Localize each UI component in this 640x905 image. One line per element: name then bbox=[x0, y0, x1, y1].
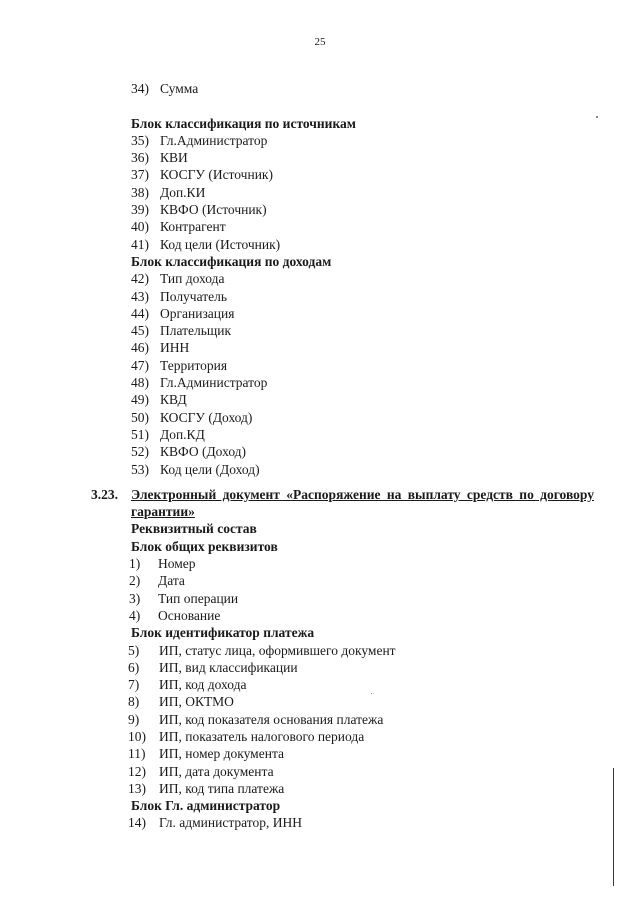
item-text: КОСГУ (Источник) bbox=[160, 167, 273, 183]
heading-row bbox=[0, 253, 640, 270]
list-common bbox=[0, 555, 640, 624]
item-text: ИП, код типа платежа bbox=[159, 780, 285, 796]
item-number: 38) bbox=[131, 184, 149, 200]
section-header bbox=[0, 486, 640, 521]
item-text: ИП, статус лица, оформившего документ bbox=[159, 642, 396, 658]
heading-row bbox=[0, 115, 640, 132]
heading-admin: Блок Гл. администратор bbox=[131, 798, 281, 814]
item-number: 12) bbox=[128, 763, 146, 779]
item-text: Гл.Администратор bbox=[160, 132, 268, 148]
item-text: Территория bbox=[160, 357, 228, 373]
item-text: Код цели (Доход) bbox=[160, 461, 260, 477]
list-item bbox=[0, 443, 640, 460]
item-number: 8) bbox=[128, 694, 140, 710]
item-number: 52) bbox=[131, 444, 149, 460]
scan-speck bbox=[596, 116, 598, 118]
list-item bbox=[0, 555, 640, 572]
heading-row bbox=[0, 624, 640, 641]
heading-common: Блок общих реквизитов bbox=[131, 538, 278, 554]
item-text: Гл.Администратор bbox=[160, 375, 268, 391]
item-text: Доп.КД bbox=[160, 426, 205, 442]
list-item bbox=[0, 745, 640, 762]
item-text: ИНН bbox=[160, 340, 190, 356]
item-text: Тип дохода bbox=[160, 271, 225, 287]
list-item bbox=[0, 149, 640, 166]
item-number: 34) bbox=[131, 81, 149, 96]
list-item bbox=[0, 814, 640, 831]
item-number: 7) bbox=[128, 677, 140, 693]
list-item bbox=[0, 184, 640, 201]
item-text: ИП, дата документа bbox=[159, 763, 274, 779]
list-sum bbox=[0, 80, 640, 97]
list-item bbox=[0, 236, 640, 253]
item-number: 50) bbox=[131, 409, 149, 425]
item-number: 3) bbox=[129, 590, 141, 606]
list-item bbox=[0, 166, 640, 183]
list-item bbox=[0, 426, 640, 443]
item-text: Организация bbox=[160, 305, 235, 321]
item-text: ИП, вид классификации bbox=[159, 659, 298, 675]
list-item bbox=[0, 711, 640, 728]
item-text: ИП, код дохода bbox=[159, 677, 247, 693]
item-text: Дата bbox=[158, 573, 185, 589]
section-number: 3.23. bbox=[91, 486, 118, 502]
item-number: 35) bbox=[131, 132, 149, 148]
list-item bbox=[0, 607, 640, 624]
item-text: Сумма bbox=[160, 81, 199, 96]
item-number: 46) bbox=[131, 340, 149, 356]
item-number: 43) bbox=[131, 288, 149, 304]
list-item bbox=[0, 676, 640, 693]
list-item bbox=[0, 270, 640, 287]
item-text: Получатель bbox=[160, 288, 228, 304]
item-number: 37) bbox=[131, 167, 149, 183]
scan-speck bbox=[371, 693, 372, 694]
item-text: Номер bbox=[158, 556, 196, 572]
list-item bbox=[0, 659, 640, 676]
item-number: 49) bbox=[131, 392, 149, 408]
item-text: КВФО (Источник) bbox=[160, 202, 267, 218]
item-text: Гл. администратор, ИНН bbox=[159, 815, 303, 831]
item-text: КОСГУ (Доход) bbox=[160, 409, 253, 425]
list-income bbox=[0, 270, 640, 478]
list-item bbox=[0, 288, 640, 305]
item-text: ИП, ОКТМО bbox=[159, 694, 234, 710]
list-item bbox=[0, 374, 640, 391]
item-number: 2) bbox=[129, 573, 141, 589]
item-number: 1) bbox=[129, 556, 141, 572]
list-item bbox=[0, 461, 640, 478]
item-text: КВФО (Доход) bbox=[160, 444, 247, 460]
heading-sources: Блок классификация по источникам bbox=[131, 115, 356, 131]
item-number: 14) bbox=[128, 815, 146, 831]
item-number: 42) bbox=[131, 271, 149, 287]
list-item bbox=[0, 693, 640, 710]
list-item bbox=[0, 572, 640, 589]
item-text: КВИ bbox=[160, 150, 188, 166]
list-item bbox=[0, 305, 640, 322]
list-payment bbox=[0, 642, 640, 798]
item-number: 10) bbox=[128, 728, 146, 744]
heading-row bbox=[0, 538, 640, 555]
list-item bbox=[0, 322, 640, 339]
list-item bbox=[0, 728, 640, 745]
item-number: 9) bbox=[128, 711, 140, 727]
item-number: 36) bbox=[131, 150, 149, 166]
item-text: Основание bbox=[158, 607, 221, 623]
item-text: ИП, код показателя основания платежа bbox=[159, 711, 384, 727]
item-text: ИП, номер документа bbox=[159, 746, 285, 762]
item-text: ИП, показатель налогового периода bbox=[159, 728, 365, 744]
list-sources bbox=[0, 132, 640, 253]
item-number: 53) bbox=[131, 461, 149, 477]
list-item bbox=[0, 218, 640, 235]
item-text: Доп.КИ bbox=[160, 184, 206, 200]
document-body bbox=[0, 80, 640, 832]
list-admin bbox=[0, 814, 640, 831]
section-title: Электронный документ «Распоряжение на выплату средств по договору гарантии» bbox=[131, 486, 594, 520]
item-number: 47) bbox=[131, 357, 149, 373]
item-number: 5) bbox=[128, 642, 140, 658]
heading-row bbox=[0, 797, 640, 814]
item-number: 13) bbox=[128, 780, 146, 796]
list-item bbox=[0, 590, 640, 607]
heading-row bbox=[0, 520, 640, 537]
spacer bbox=[0, 97, 640, 114]
list-item bbox=[0, 357, 640, 374]
item-number: 39) bbox=[131, 202, 149, 218]
item-number: 44) bbox=[131, 305, 149, 321]
item-number: 6) bbox=[128, 659, 140, 675]
list-item bbox=[0, 780, 640, 797]
item-number: 45) bbox=[131, 323, 149, 339]
page-number: 25 bbox=[314, 36, 326, 48]
item-number: 51) bbox=[131, 426, 149, 442]
list-item bbox=[0, 339, 640, 356]
list-item bbox=[0, 409, 640, 426]
item-text: Контрагент bbox=[160, 219, 226, 235]
list-item bbox=[0, 132, 640, 149]
heading-requisites: Реквизитный состав bbox=[131, 521, 257, 537]
item-number: 4) bbox=[129, 607, 141, 623]
list-item bbox=[0, 642, 640, 659]
item-text: Тип операции bbox=[158, 590, 239, 606]
list-item bbox=[0, 763, 640, 780]
list-item bbox=[0, 201, 640, 218]
list-item bbox=[0, 80, 640, 97]
item-text: КВД bbox=[160, 392, 187, 408]
item-text: Плательщик bbox=[160, 323, 232, 339]
item-number: 11) bbox=[128, 746, 146, 762]
item-number: 40) bbox=[131, 219, 149, 235]
heading-income: Блок классификация по доходам bbox=[131, 253, 332, 269]
item-number: 48) bbox=[131, 375, 149, 391]
spacer bbox=[0, 478, 640, 486]
list-item bbox=[0, 391, 640, 408]
heading-payment: Блок идентификатор платежа bbox=[131, 625, 315, 641]
item-number: 41) bbox=[131, 236, 149, 252]
item-text: Код цели (Источник) bbox=[160, 236, 281, 252]
margin-rule bbox=[613, 768, 614, 886]
